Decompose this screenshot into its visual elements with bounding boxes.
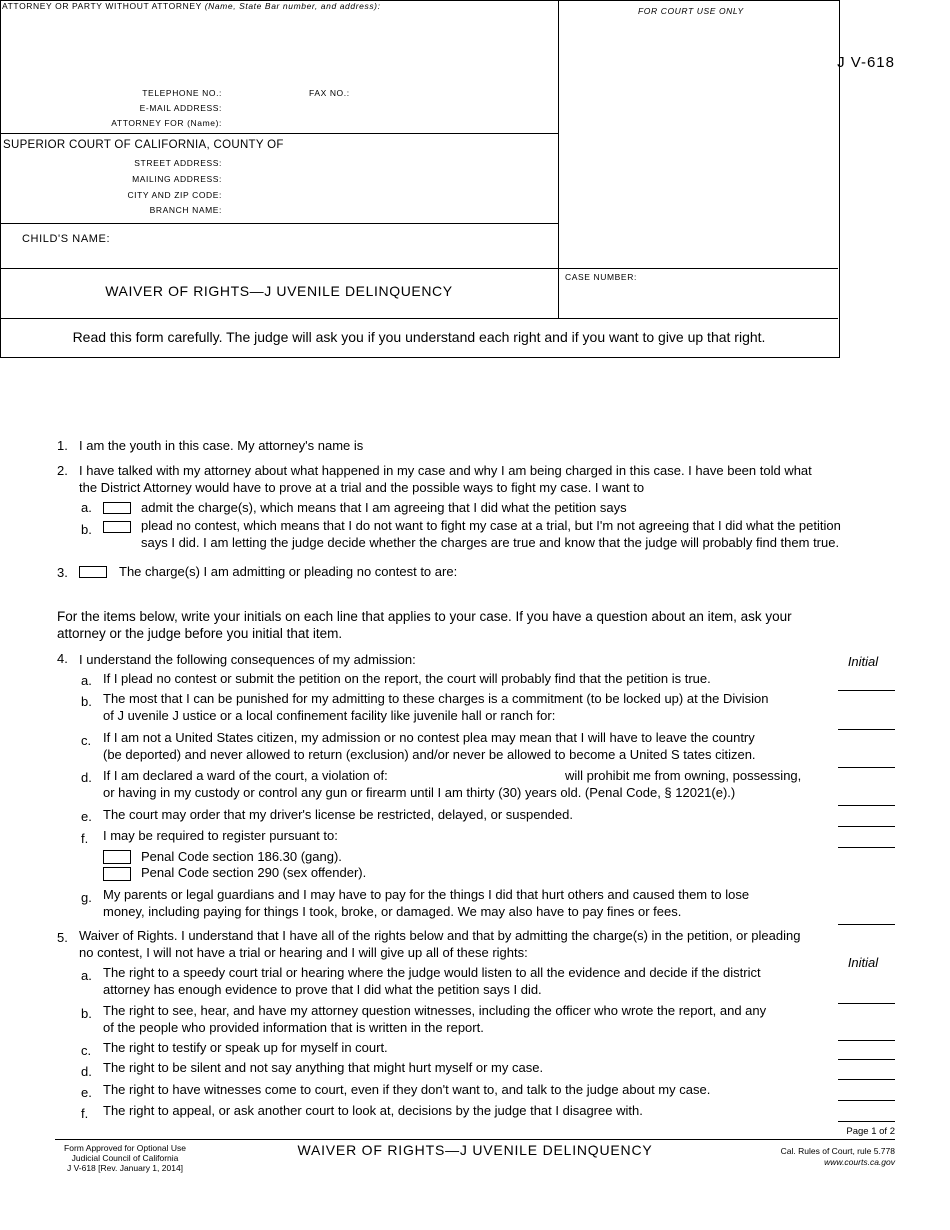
item5-line2: no contest, I will not have a trial or hearing and I will give up all of these rights: <box>79 945 528 960</box>
gang-option: Penal Code section 186.30 (gang). <box>141 849 342 864</box>
item2b-line1: plead no contest, which means that I do not want to fight my case at a trial, but I'm not agreeing that I did what the petition <box>141 518 841 533</box>
item4b-line2: of J uvenile J ustice or a local confinement facility like juvenile hall or ranch for: <box>103 708 556 723</box>
caption-box <box>0 0 840 358</box>
sex-offender-option: Penal Code section 290 (sex offender). <box>141 865 367 880</box>
initial-line-4c[interactable] <box>838 767 895 768</box>
initial-label-5: Initial <box>847 955 879 970</box>
item5b-line1: The right to see, hear, and have my attorney question witnesses, including the officer who wrote the report, and any <box>103 1003 767 1018</box>
form-title: WAIVER OF RIGHTS—J UVENILE DELINQUENCY <box>105 283 453 299</box>
item5a-line1: The right to a speedy court trial or hearing where the judge would listen to all the evidence and decide if the district <box>103 965 761 980</box>
telephone-label: TELEPHONE NO.: <box>142 88 222 98</box>
item2-line1: I have talked with my attorney about what happened in my case and why I am being charged in this case. I have been told what <box>79 463 812 478</box>
sex-offender-checkbox[interactable] <box>103 867 131 881</box>
page-number: Page 1 of 2 <box>846 1126 895 1137</box>
item5-line1: Waiver of Rights. I understand that I have all of the rights below and that by admitting the charge(s) in the petition, or pleading <box>79 928 801 943</box>
instructions-line2: attorney or the judge before you initial that item. <box>57 626 343 641</box>
item5b-line2: of the people who provided information that is written in the report. <box>103 1020 484 1035</box>
initial-line-5c[interactable] <box>838 1059 895 1060</box>
initial-line-5d[interactable] <box>838 1079 895 1080</box>
item5a-line2: attorney has enough evidence to prove that I did what the petition says I did. <box>103 982 542 997</box>
court-use-label: FOR COURT USE ONLY <box>638 6 744 16</box>
court-title: SUPERIOR COURT OF CALIFORNIA, COUNTY OF <box>3 139 284 151</box>
initial-line-4b[interactable] <box>838 729 895 730</box>
item4g-line1: My parents or legal guardians and I may have to pay for the things I did that hurt others and caused them to lose <box>103 887 750 902</box>
footer-rule <box>55 1139 895 1140</box>
initial-line-4g[interactable] <box>838 924 895 925</box>
footer-references: Cal. Rules of Court, rule 5.778 www.courts.ca.gov <box>780 1146 895 1167</box>
initial-line-5a[interactable] <box>838 1003 895 1004</box>
item4b-line1: The most that I can be punished for my admitting to these charges is a commitment (to be locked up) at the Division <box>103 691 769 706</box>
item5c-text: The right to testify or speak up for myself in court. <box>103 1040 388 1055</box>
item4g-line2: money, including paying for things I took, broke, or damaged. We may also have to pay fines or fees. <box>103 904 682 919</box>
charges-checkbox[interactable] <box>79 566 107 578</box>
item4c-line1: If I am not a United States citizen, my admission or no contest plea may mean that I will have to leave the country <box>103 730 755 745</box>
item2a-text: admit the charge(s), which means that I am agreeing that I did what the petition says <box>141 500 627 515</box>
instructions-line1: For the items below, write your initials on each line that applies to your case. If you have a question about an item, ask your <box>57 609 792 624</box>
item4d-line1b: will prohibit me from owning, possessing, <box>565 768 802 783</box>
item4-text: I understand the following consequences of my admission: <box>79 652 416 667</box>
child-name-label: CHILD'S NAME: <box>22 233 111 245</box>
fax-label: FAX NO.: <box>309 88 350 98</box>
mailing-label: MAILING ADDRESS: <box>132 174 222 184</box>
item4a-text: If I plead no contest or submit the petition on the report, the court will probably find that the petition is true. <box>103 671 711 686</box>
item5e-text: The right to have witnesses come to court, even if they don't want to, and talk to the judge about my case. <box>103 1082 711 1097</box>
item4d-line2: or having in my custody or control any gun or firearm until I am thirty (30) years old. (Penal Code, § 12021(e).) <box>103 785 736 800</box>
no-contest-checkbox[interactable] <box>103 521 131 533</box>
item3-text: The charge(s) I am admitting or pleading no contest to are: <box>119 564 458 579</box>
item1-text: I am the youth in this case. My attorney's name is <box>79 438 364 453</box>
item5d-text: The right to be silent and not say anything that might hurt myself or my case. <box>103 1060 544 1075</box>
gang-checkbox[interactable] <box>103 850 131 864</box>
form-id: J V-618 <box>837 54 895 71</box>
item4c-line2: (be deported) and never allowed to return (exclusion) and/or never be allowed to become a United S tates citizen. <box>103 747 756 762</box>
item2-line2: the District Attorney would have to prove at a trial and the possible ways to fight my case. I want to <box>79 480 645 495</box>
branch-label: BRANCH NAME: <box>149 205 222 215</box>
street-label: STREET ADDRESS: <box>134 158 222 168</box>
case-number-label: CASE NUMBER: <box>565 272 637 282</box>
initial-line-4a[interactable] <box>838 690 895 691</box>
item4e-text: The court may order that my driver's license be restricted, delayed, or suspended. <box>103 807 573 822</box>
initial-line-5f[interactable] <box>838 1121 895 1122</box>
initial-line-4f[interactable] <box>838 847 895 848</box>
city-zip-label: CITY AND ZIP CODE: <box>127 190 222 200</box>
email-label: E-MAIL ADDRESS: <box>139 103 222 113</box>
initial-label-4: Initial <box>847 654 879 669</box>
initial-line-5e[interactable] <box>838 1100 895 1101</box>
item4f-text: I may be required to register pursuant to: <box>103 828 338 843</box>
admit-checkbox[interactable] <box>103 502 131 514</box>
form-approval: Form Approved for Optional Use Judicial Council of California J V-618 [Rev. January 1, 2014] <box>64 1143 186 1173</box>
item4d-line1a: If I am declared a ward of the court, a violation of: <box>103 768 388 783</box>
caption-divider <box>558 0 559 318</box>
attorney-label: ATTORNEY OR PARTY WITHOUT ATTORNEY (Name, State Bar number, and address): <box>2 1 381 11</box>
initial-line-5b[interactable] <box>838 1040 895 1041</box>
attorney-for-label: ATTORNEY FOR (Name): <box>111 118 222 128</box>
item2b-line2: says I did. I am letting the judge decide whether the charges are true and know that the judge will probably find them true. <box>141 535 840 550</box>
read-note: Read this form carefully. The judge will ask you if you understand each right and if you want to give up that right. <box>72 329 766 345</box>
item5f-text: The right to appeal, or ask another court to look at, decisions by the judge that I disagree with. <box>103 1103 643 1118</box>
initial-line-4d[interactable] <box>838 805 895 806</box>
footer-title: WAIVER OF RIGHTS—J UVENILE DELINQUENCY <box>297 1142 653 1158</box>
initial-line-4e[interactable] <box>838 826 895 827</box>
